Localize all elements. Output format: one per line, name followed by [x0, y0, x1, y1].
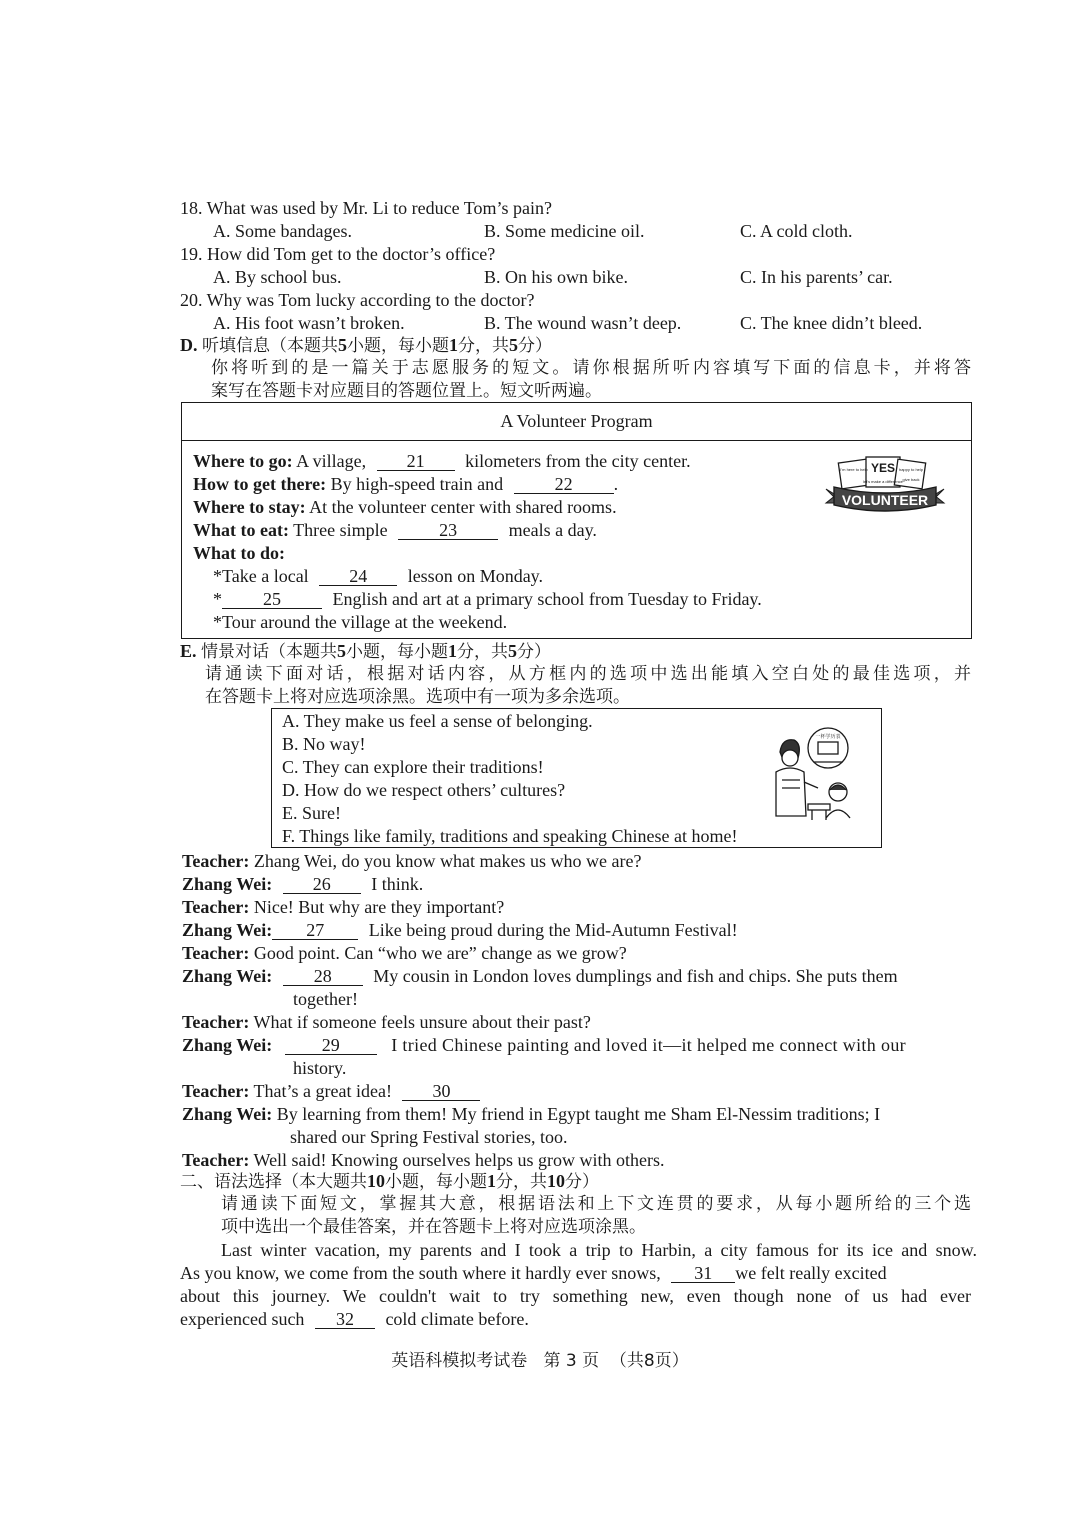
blank-31[interactable]: 31	[671, 1264, 735, 1283]
info-do-label: What to do:	[193, 543, 286, 563]
q19-option-b: B. On his own bike.	[484, 267, 628, 287]
info-do-2: * 25 English and art at a primary school from Tuesday to Friday.	[213, 589, 762, 609]
svg-text:YES: YES	[870, 461, 896, 475]
svg-text:let's make a difference: let's make a difference	[863, 479, 903, 484]
section-two-instruction-1: 请通读下面短文，掌握其大意，根据语法和上下文连贯的要求，从每小题所给的三个选	[221, 1194, 971, 1214]
dialogue-line-4: Zhang Wei: 27 Like being proud during the Mid-Autumn Festival!	[182, 920, 738, 940]
info-do-1: *Take a local 24 lesson on Monday.	[213, 566, 544, 586]
dialogue-line-6: Zhang Wei: 28 My cousin in London loves dumplings and fish and chips. She puts them	[182, 966, 898, 986]
section-two-instruction-2: 项中选出一个最佳答案，并在答题卡上将对应选项涂黑。	[221, 1217, 646, 1237]
dialogue-line-7: Teacher: What if someone feels unsure about their past?	[182, 1012, 591, 1032]
dialogue-line-11: Teacher: Well said! Knowing ourselves helps us grow with others.	[182, 1150, 665, 1170]
blank-29[interactable]: 29	[285, 1036, 377, 1055]
volunteer-badge-icon	[822, 455, 948, 523]
svg-text:VOLUNTEER: VOLUNTEER	[841, 492, 929, 508]
passage-line-3: about this journey. We couldn't wait to try something new, even though none of us had ever	[180, 1286, 971, 1306]
blank-22[interactable]: 22	[514, 475, 614, 494]
q20-stem: 20. Why was Tom lucky according to the doctor?	[180, 290, 535, 310]
section-e-letter: E.	[180, 641, 197, 661]
info-where: Where to go: A village, 21 kilometers from the city center.	[193, 451, 691, 471]
svg-text:I'm here to help: I'm here to help	[840, 467, 868, 472]
blank-30[interactable]: 30	[402, 1082, 480, 1101]
blank-23[interactable]: 23	[398, 521, 498, 540]
option-b: B. No way!	[282, 734, 366, 754]
section-d-instruction-2: 案写在答题卡对应题目的答题位置上。短文听两遍。	[211, 381, 602, 401]
svg-text:一杯学历表: 一杯学历表	[815, 734, 841, 740]
dialogue-line-9: Teacher: That’s a great idea! 30	[182, 1080, 480, 1102]
option-d: D. How do we respect others’ cultures?	[282, 780, 566, 800]
q18-option-b: B. Some medicine oil.	[484, 221, 645, 241]
page-footer: 英语科模拟考试卷 第 3 页 （共8页）	[391, 1351, 689, 1371]
passage-line-1: Last winter vacation, my parents and I took a trip to Harbin, a city famous for its ice and snow.	[221, 1240, 977, 1260]
option-a: A. They make us feel a sense of belonging.	[282, 711, 593, 731]
section-e-heading: E. 情景对话（本题共5小题，每小题1分，共5分）	[180, 641, 552, 662]
info-how: How to get there: By high-speed train and 22 .	[193, 474, 619, 494]
dialogue-line-3: Teacher: Nice! But why are they important?	[182, 897, 505, 917]
option-c: C. They can explore their traditions!	[282, 757, 544, 777]
info-eat: What to eat: Three simple 23 meals a day.	[193, 520, 597, 540]
option-e: E. Sure!	[282, 803, 341, 823]
dialogue-line-1: Teacher: Zhang Wei, do you know what makes us who we are?	[182, 851, 642, 871]
section-e-instruction-2: 在答题卡上将对应选项涂黑。选项中有一项为多余选项。	[205, 687, 630, 707]
passage-line-4: experienced such 32 cold climate before.	[180, 1309, 529, 1329]
info-stay: Where to stay: At the volunteer center with shared rooms.	[193, 497, 617, 517]
q19-option-a: A. By school bus.	[213, 267, 342, 287]
dialogue-line-10: Zhang Wei: By learning from them! My friend in Egypt taught me Sham El-Nessim traditions; I	[182, 1104, 881, 1124]
blank-21[interactable]: 21	[377, 452, 455, 471]
q20-option-c: C. The knee didn’t bleed.	[740, 313, 923, 333]
section-d-instruction-1: 你将听到的是一篇关于志愿服务的短文。请你根据所听内容填写下面的信息卡，并将答	[211, 358, 971, 378]
q20-option-b: B. The wound wasn’t deep.	[484, 313, 682, 333]
info-card-title: A Volunteer Program	[182, 403, 971, 441]
q18-stem: 18. What was used by Mr. Li to reduce Tom’s pain?	[180, 198, 553, 218]
blank-32[interactable]: 32	[315, 1310, 375, 1329]
svg-text:happy to help: happy to help	[898, 467, 924, 472]
section-d-letter: D.	[180, 335, 198, 355]
dialogue-line-6-cont: together!	[293, 989, 358, 1009]
blank-25[interactable]: 25	[222, 590, 322, 609]
dialogue-line-8: Zhang Wei: 29 I tried Chinese painting and loved it—it helped me connect with our	[182, 1035, 907, 1055]
dialogue-line-10-cont: shared our Spring Festival stories, too.	[290, 1127, 568, 1147]
q19-stem: 19. How did Tom get to the doctor’s office?	[180, 244, 496, 264]
q18-option-a: A. Some bandages.	[213, 221, 352, 241]
section-e-instruction-1: 请通读下面对话，根据对话内容，从方框内的选项中选出能填入空白处的最佳选项，并	[205, 664, 971, 684]
dialogue-line-8-cont: history.	[293, 1058, 347, 1078]
svg-text:give back: give back	[902, 477, 920, 482]
section-d-heading: D. 听填信息（本题共5小题，每小题1分，共5分）	[180, 335, 552, 356]
teacher-student-icon	[768, 726, 868, 822]
q19-option-c: C. In his parents’ car.	[740, 267, 893, 287]
blank-28[interactable]: 28	[283, 967, 363, 986]
q18-option-c: C. A cold cloth.	[740, 221, 853, 241]
info-do-3: *Tour around the village at the weekend.	[213, 612, 508, 632]
blank-26[interactable]: 26	[283, 875, 361, 894]
option-f: F. Things like family, traditions and speaking Chinese at home!	[282, 826, 738, 846]
dialogue-line-5: Teacher: Good point. Can “who we are” change as we grow?	[182, 943, 627, 963]
q20-option-a: A. His foot wasn’t broken.	[213, 313, 405, 333]
section-two-heading: 二、语法选择（本大题共10小题，每小题1分，共10分）	[180, 1171, 599, 1192]
blank-27[interactable]: 27	[272, 921, 358, 940]
dialogue-line-2: Zhang Wei: 26 I think.	[182, 874, 424, 894]
passage-line-2: As you know, we come from the south where it hardly ever snows, 31 we felt really excited	[180, 1263, 887, 1283]
blank-24[interactable]: 24	[319, 567, 397, 586]
